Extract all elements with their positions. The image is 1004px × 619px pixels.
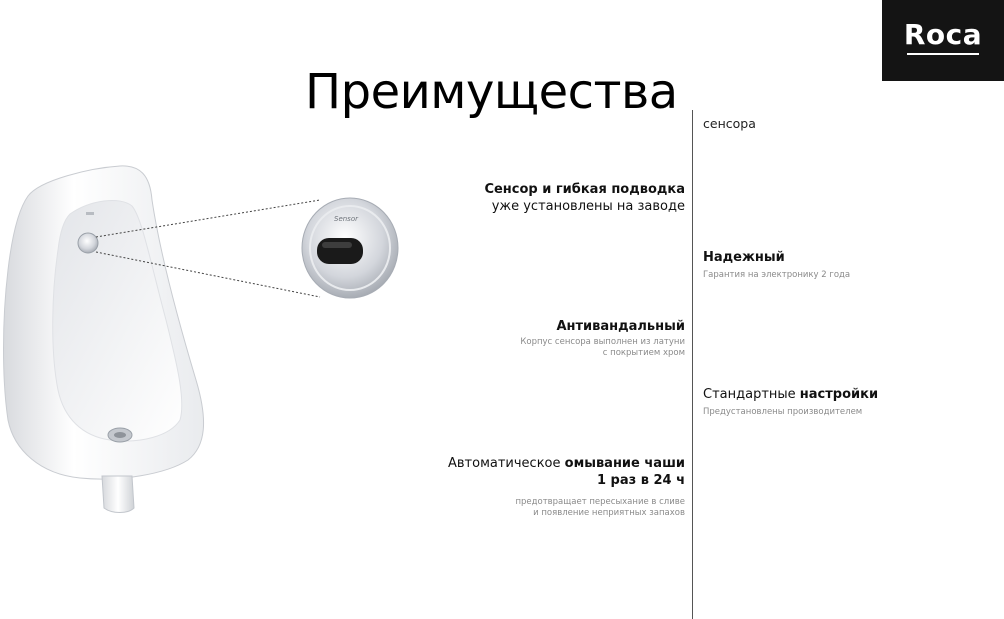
feature-sensor-preinstalled [385,181,685,215]
logo-text: Roca [903,17,983,51]
sensor-closeup-image [302,198,398,298]
feature-heading-line1: Сенсор и гибкая подводка [484,182,685,197]
product-illustration [0,0,460,520]
logo-underline [907,53,979,55]
feature-heading-prefix: Стандартные [703,387,800,402]
feature-standard-settings [703,386,993,418]
feature-heading-line2: 1 раз в 24 ч [596,473,685,488]
feature-description-line1: Корпус сенсора выполнен из латуни [520,337,685,347]
feature-description: Предустановлены производителем [703,407,863,417]
feature-heading: Антивандальный [556,319,685,334]
feature-reliable [703,249,993,281]
feature-description: Гарантия на электронику 2 года [703,270,851,280]
top-right-fragment: сенсора [703,116,756,131]
urinal-image [4,166,204,513]
roca-logo [882,0,1004,81]
feature-description-line2: с покрытием хром [602,348,685,358]
feature-heading-bold: омывание чаши [564,456,685,471]
feature-heading-prefix: Автоматическое [448,456,565,471]
feature-auto-flush [385,455,685,519]
svg-text:Sensor: Sensor [334,215,358,223]
page-title: Преимущества [305,64,678,120]
feature-heading: Надежный [703,250,785,265]
feature-antivandal [385,318,685,359]
feature-heading-line2: уже установлены на заводе [491,199,685,214]
vertical-divider [692,110,693,619]
feature-description-line2: и появление неприятных запахов [533,508,685,518]
feature-description-line1: предотвращает пересыхание в сливе [515,497,685,507]
feature-heading-bold: настройки [799,387,879,402]
